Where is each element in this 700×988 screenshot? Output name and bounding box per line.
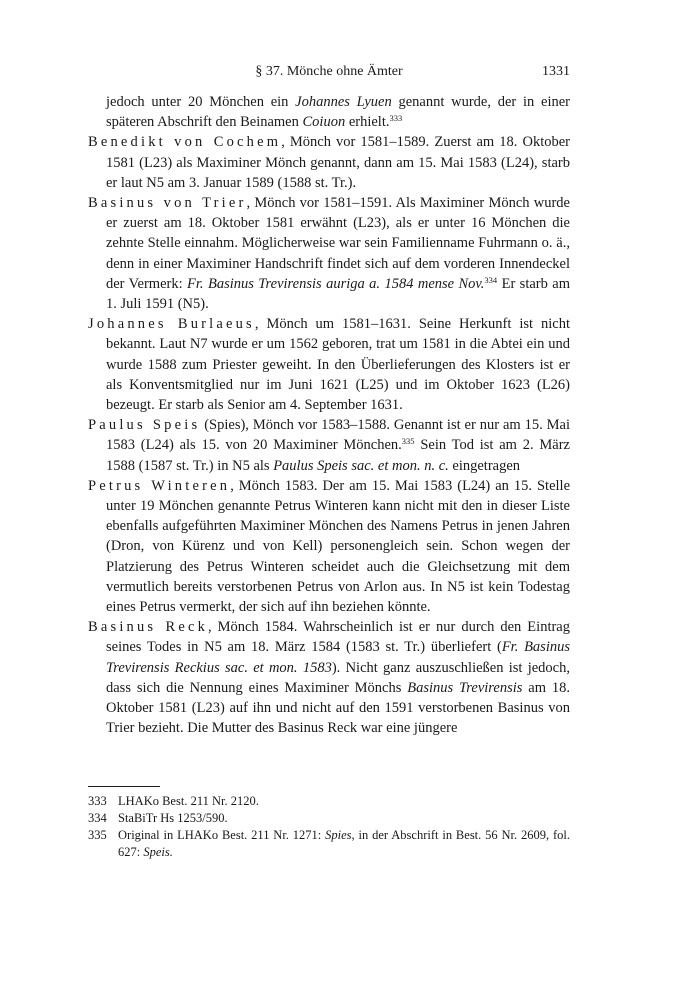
entry-name: Basinus Reck	[88, 619, 209, 636]
footnote-333: 333 LHAKo Best. 211 Nr. 2120.	[88, 794, 259, 808]
running-title: § 37. Mönche ohne Ämter	[255, 64, 403, 79]
entry-name: Basinus von Trier	[88, 195, 247, 212]
entry-name: Johannes Burlaeus	[88, 316, 255, 333]
footnote-334: 334 StaBiTr Hs 1253/590.	[88, 811, 228, 825]
footnote-ref-335[interactable]: 335	[401, 436, 415, 447]
running-header	[88, 62, 570, 82]
footnote-ref-333[interactable]: 333	[389, 113, 403, 124]
entry-continuation: jedoch unter 20 Mönchen ein Johannes Lyuen genannt wurde, der in einer späteren Abschrift den Beinamen Coiuon erhielt.$^{333}$	[106, 94, 570, 131]
entry-basinus-von-trier: Basinus von Trier, Mönch vor 1581–1591. Als Maximiner Mönch wurde er zuerst am 18. Oktober 1581 erwähnt (L23), als er unter 16 Mönchen die zehnte Stelle einnahm. Möglicherweise war sein Familienname Fuhrmann o. ä., denn in einer Maximiner Handschrift findet sich auf dem vorderen Innendeckel der Vermerk: Fr. Basinus Trevirensis auriga a. 1584 mense Nov.$^{334}$ Er starb am 1. Juli 1591 (N5).	[88, 195, 570, 313]
entry-johannes-burlaeus: Johannes Burlaeus, Mönch um 1581–1631. Seine Herkunft ist nicht bekannt. Laut N7 wurde er um 1562 geboren, trat um 1581 in die Abtei ein und wurde 1588 zum Priester geweiht. In den Überlieferungen des Klosters ist er als Konventsmitglied nur im Juni 1621 (L25) und im Oktober 1623 (L26) bezeugt. Er starb als Senior am 4. September 1631.	[88, 316, 571, 414]
entry-name: Paulus Speis	[88, 417, 201, 434]
footnote-number: 333	[88, 794, 107, 808]
entry-benedikt-von-cochem: Benedikt von Cochem, Mönch vor 1581–1589. Zuerst am 18. Oktober 1581 (L23) als Maximiner Mönch genannt, dann am 15. Mai 1583 (L24), starb er laut N5 am 3. Januar 1589 (1588 st. Tr.).	[88, 134, 570, 191]
entry-petrus-winteren: Petrus Winteren, Mönch 1583. Der am 15. Mai 1583 (L24) an 15. Stelle unter 19 Mönchen genannte Petrus Winteren kann nicht mit den in dieser Liste ebenfalls aufgeführten Maximiner Mönchen des Namens Petrus in jenen Jahren (Dron, von Kürenz und von Kell) personengleich sein. Schon wegen der Platzierung des Petrus Winteren scheidet auch die Gleichsetzung mit dem vermutlich bereits verstorbenen Petrus von Arlon aus. In N5 ist kein Todestag eines Petrus vermerkt, der sich auf ihn beziehen könnte.	[88, 477, 571, 616]
footnotes	[88, 793, 570, 861]
entry-name: Petrus Winteren	[88, 477, 231, 494]
footnote-ref-334[interactable]: 334	[484, 274, 498, 285]
entry-name: Benedikt von Cochem	[88, 134, 282, 151]
footnote-335: 335 Original in LHAKo Best. 211 Nr. 1271: Spies, in der Abschrift in Best. 56 Nr. 2609, fol. 627: Speis.	[88, 828, 571, 859]
footnote-number: 335	[88, 828, 107, 842]
main-text	[88, 92, 570, 739]
entry-basinus-reck: Basinus Reck, Mönch 1584. Wahrscheinlich ist er nur durch den Eintrag seines Todes in N5 am 18. März 1584 (1583 st. Tr.) überliefert (Fr. Basinus Trevirensis Reckius sac. et mon. 1583). Nicht ganz auszuschließen ist jedoch, dass sich die Nennung eines Maximiner Mönchs Basinus Trevirensis am 18. Oktober 1581 (L23) auf ihn und nicht auf den 1591 verstorbenen Basinus von Trier bezieht. Die Mutter des Basinus Reck war eine jüngere	[88, 619, 571, 737]
page-number: 1331	[542, 64, 570, 79]
entry-paulus-speis: Paulus Speis (Spies), Mönch vor 1583–1588. Genannt ist er nur am 15. Mai 1583 (L24) als 15. von 20 Maximiner Mönchen.$^{335}$ Sein Tod ist am 2. März 1588 (1587 st. Tr.) in N5 als Paulus Speis sac. et mon. n. c. eingetragen	[88, 417, 570, 474]
footnote-divider	[88, 786, 160, 787]
footnote-number: 334	[88, 811, 107, 825]
